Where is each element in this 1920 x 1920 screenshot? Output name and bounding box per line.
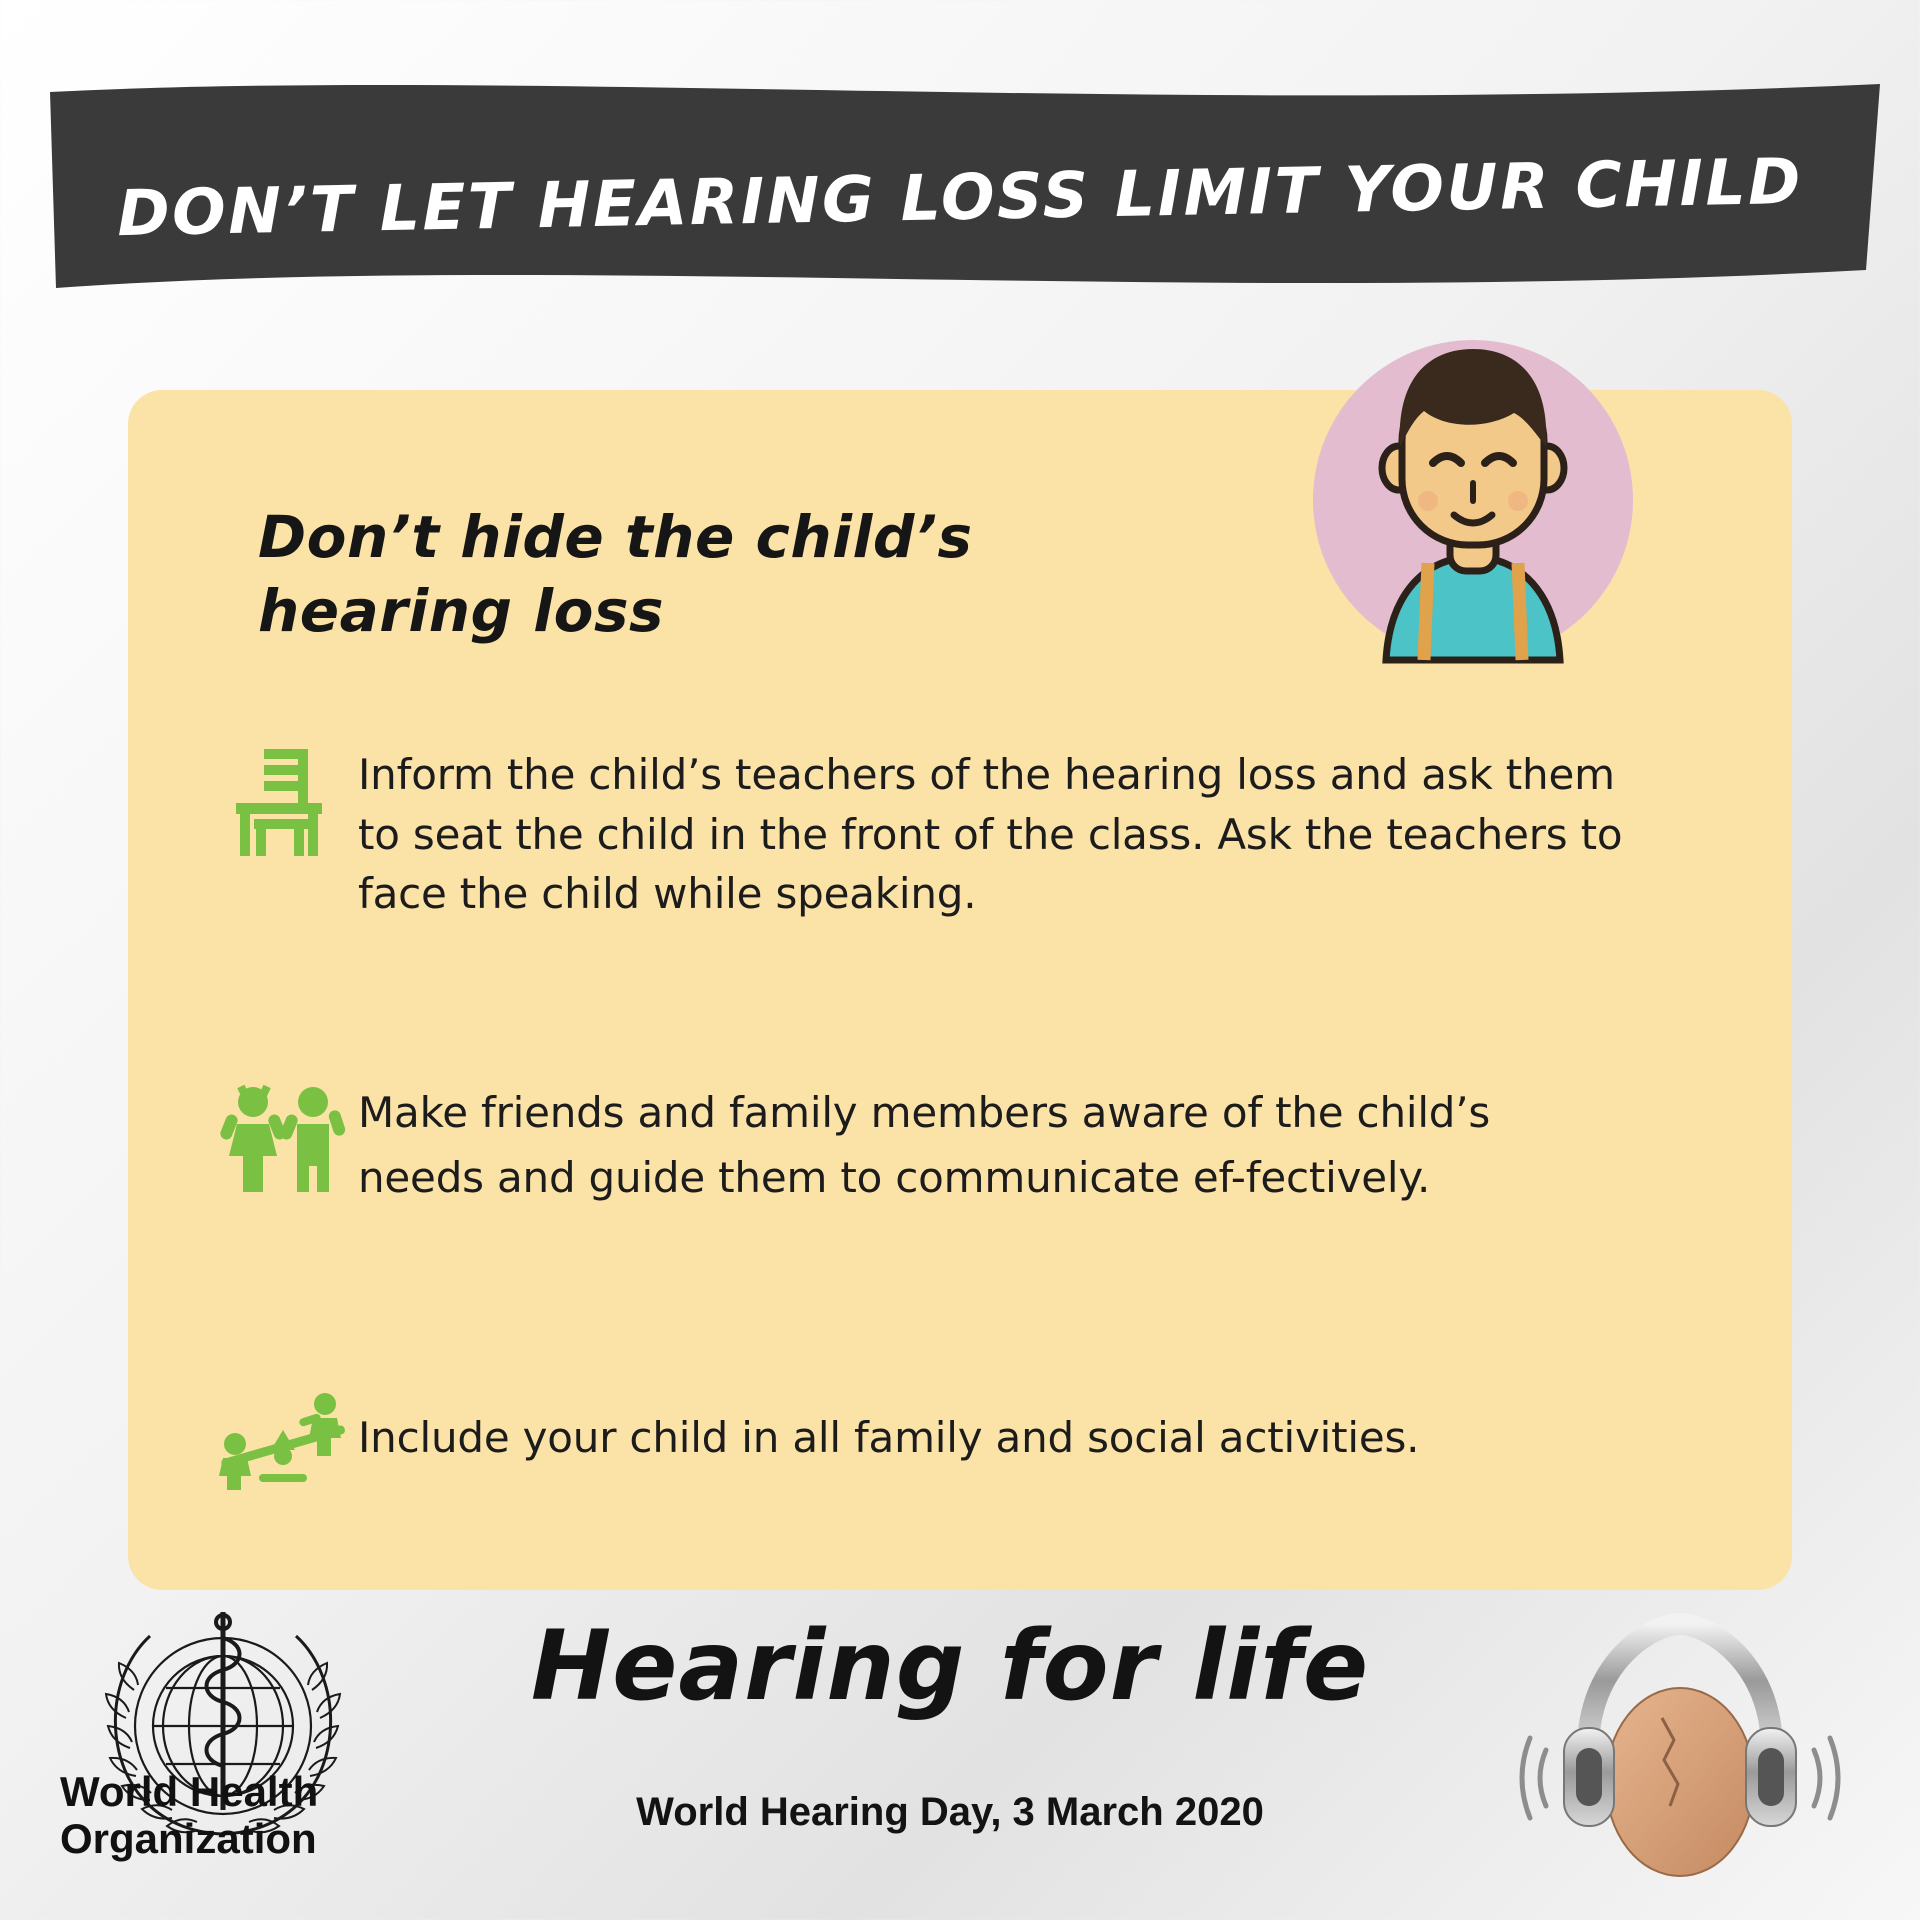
bullet-item — [208, 745, 1708, 924]
organization-line-1: World Health — [60, 1768, 319, 1815]
top-banner — [0, 74, 1920, 314]
organization-line-2: Organization — [60, 1815, 317, 1863]
bullet-text: Include your child in all family and social activities. — [358, 1413, 1420, 1462]
organization-name — [60, 1768, 390, 1862]
egg-with-headphones-icon — [1510, 1600, 1850, 1900]
card-heading: Don’t hide the child’s hearing loss — [258, 503, 973, 646]
seesaw-play-icon — [208, 1390, 358, 1500]
bullet-item — [208, 1080, 1708, 1210]
bullet-text: Inform the child’s teachers of the hearing loss and ask them to seat the child in the front of the class. Ask the teachers to face the child while speaking. — [358, 750, 1623, 919]
content-card — [128, 390, 1792, 1590]
child-avatar-illustration — [1278, 305, 1668, 695]
campaign-tagline: Hearing for life — [530, 1610, 1370, 1722]
bullet-item — [208, 1390, 1728, 1500]
two-children-icon — [208, 1080, 358, 1195]
campaign-event-date: World Hearing Day, 3 March 2020 — [636, 1790, 1264, 1834]
school-desk-icon — [208, 745, 358, 860]
bullet-text: Make friends and family members aware of the child’s needs and guide them to communicate ef-fectively. — [358, 1088, 1491, 1203]
banner-title: DON’T LET HEARING LOSS LIMIT YOUR CHILD — [116, 144, 1804, 250]
